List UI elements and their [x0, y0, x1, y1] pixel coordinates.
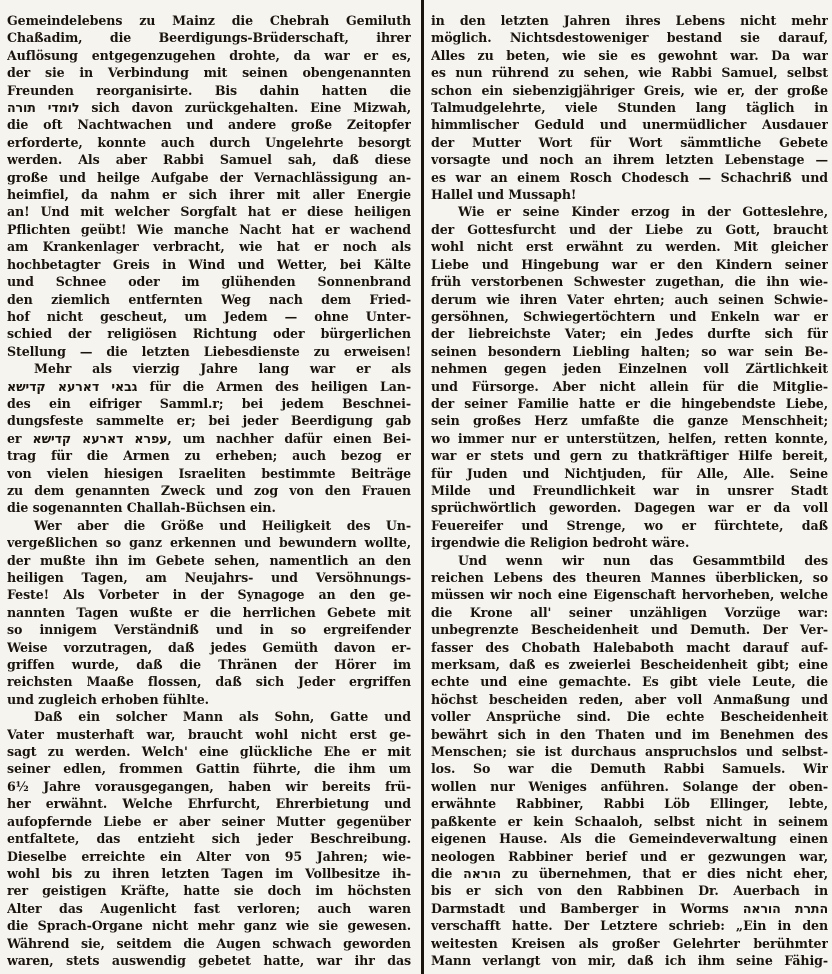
- text-line: seinen besondern Liebling halten; so war sein Be-: [431, 343, 828, 359]
- text-line: Darmstadt und Bamberger in Worms התרת הוראה: [431, 900, 828, 916]
- text-line: die הוראה zu übernehmen, that er dies nicht eher,: [431, 865, 828, 881]
- text-line: Wer aber die Größe und Heiligkeit des Un-: [34, 517, 411, 533]
- text-line: wollen nur Weniges anführen. Solange der oben-: [431, 778, 828, 794]
- text-line: der liebreichste Vater; ein Jedes durfte sich für: [431, 326, 828, 342]
- text-line: paßkente er kein Schaaloh, selbst nicht in seinem: [431, 813, 828, 829]
- text-line: es war an einem Rosch Chodesch — Schachriß und: [431, 169, 828, 185]
- text-line: heimfiel, da nahm er sich ihrer mit aller Energie: [7, 187, 411, 203]
- text-line: los. So war die Demuth Rabbi Samuels. Wir: [431, 761, 828, 777]
- text-line: Auflösung entgegenzugehen drohte, da war er es,: [7, 47, 411, 63]
- text-line: so innigem Verständniß und in so ergreifender: [7, 622, 411, 638]
- text-line: er עפרא דארעא קדישא, um nachher dafür einen Bei-: [7, 430, 411, 446]
- text-line: Feste! Als Vorbeter in der Synagoge an den ge-: [7, 587, 411, 603]
- text-line: Menschen; sie ist durchaus anspruchslos und selbst-: [431, 744, 828, 760]
- text-line: zu dem genannten Zweck und zog von den Frauen: [7, 482, 411, 498]
- text-line: früh verstorbenen Schwester zugethan, die ihn wie-: [431, 274, 828, 290]
- left-text-column: [7, 12, 411, 969]
- text-line: sprüchwörtlich geworden. Dagegen war er da voll: [431, 500, 828, 516]
- text-line: Wie er seine Kinder erzog in der Gotteslehre,: [458, 204, 828, 220]
- column-divider-rule: [421, 0, 424, 974]
- right-text-column: [431, 12, 828, 969]
- text-line: merksam, daß es zweierlei Bescheidenheit gibt; eine: [431, 657, 828, 673]
- text-line: Liebe und Hingebung war er den Kindern seiner: [431, 256, 828, 272]
- text-line: in den letzten Jahren ihres Lebens nicht mehr: [431, 13, 828, 28]
- text-line: war er stets und gern zu thatkräftiger Hilfe bereit,: [431, 448, 828, 464]
- text-line: die sogenannten Challah-Büchsen ein.: [7, 500, 276, 516]
- text-line: Alter das Augenlicht fast verloren; auch waren: [7, 900, 411, 916]
- text-line: Chaßadim, die Beerdigungs-Brüderschaft, ihrer: [7, 30, 411, 46]
- text-line: Freunden reorganisirte. Bis dahin hatten die: [7, 82, 411, 98]
- text-line: der sie in Verbindung mit seinen obengenannten: [7, 65, 411, 81]
- text-line: Pflichten geübt! Wie manche Nacht hat er wachend: [7, 221, 411, 237]
- text-line: die Sprach-Organe nicht mehr ganz wie sie gewesen.: [7, 918, 411, 934]
- text-line: Mann verlangt von mir, daß ich ihm seine Fähig-: [431, 952, 828, 968]
- text-line: reichen Lebens des theuren Mannes überblicken, so: [431, 570, 828, 585]
- text-line: waren, stets auswendig gebetet hatte, war ihr das: [7, 952, 411, 968]
- text-line: wohl nicht erst erwähnt zu werden. Mit gleicher: [431, 239, 828, 255]
- text-line: eigenen Hause. Als die Gemeindeverwaltung einen: [431, 831, 828, 847]
- text-line: es nun rührend zu sehen, wie Rabbi Samuel, selbst: [431, 65, 828, 81]
- text-line: der Gottesfurcht und der Liebe zu Gott, braucht: [431, 221, 828, 237]
- text-line: 6½ Jahre vorausgegangen, haben wir bereits frü-: [7, 778, 411, 794]
- text-line: גבאי דארעא קדישא für die Armen des heiligen Lan-: [7, 378, 411, 394]
- text-line: wohl bis zu ihren letzten Tagen im Vollbesitze ih-: [7, 865, 411, 881]
- text-line: seiner edlen, frommen Gattin führte, die ihm um: [7, 761, 411, 777]
- text-line: sagt zu werden. Welch' eine glückliche Ehe er mit: [7, 744, 411, 760]
- text-line: vergeßlichen so ganz erkennen und bewundern wollte,: [7, 535, 411, 551]
- text-line: und Schnee oder im glühenden Sonnenbrand: [7, 274, 411, 290]
- text-line: לומדי תורה sich davon zurückgehalten. Eine Mizwah,: [7, 100, 411, 116]
- text-line: und zugleich erhoben fühlte.: [7, 691, 209, 707]
- text-line: nehmen gegen jeden Einzelnen voll Zärtlichkeit: [431, 361, 828, 377]
- text-line: aufopfernde Liebe er aber seiner Mutter gegenüber: [7, 813, 411, 829]
- text-line: der Mutter Wort für Wort sämmtliche Gebete: [431, 134, 828, 150]
- text-line: Dieselbe erreichte ein Alter von 95 Jahren; wie-: [7, 848, 411, 864]
- text-line: möglich. Nichtsdestoweniger bestand sie darauf,: [431, 30, 828, 46]
- text-line: sein großes Herz umfaßte die ganze Menschheit;: [431, 413, 828, 429]
- text-line: der mußte ihn im Gebete sehen, namentlich an den: [7, 552, 411, 568]
- text-line: Daß ein solcher Mann als Sohn, Gatte und: [34, 709, 411, 725]
- text-line: her erwähnt. Welche Ehrfurcht, Ehrerbietung und: [7, 796, 411, 812]
- text-line: die oft Nachtwachen und andere große Zeitopfer: [7, 117, 411, 133]
- text-line: derum wie ihren Vater ehrten; auch seinen Schwie-: [431, 291, 828, 307]
- text-line: bewährt sich in den Thaten und im Benehmen des: [431, 726, 828, 742]
- text-line: verschafft hatte. Der Letztere schrieb: „Ein in den: [431, 918, 828, 934]
- text-line: voller Ansprüche sind. Die echte Bescheidenheit: [431, 709, 828, 725]
- text-line: fasser des Chobath Halebaboth macht darauf auf-: [431, 639, 828, 655]
- text-line: Hallel und Mussaph!: [431, 187, 577, 203]
- text-line: gersöhnen, Schwiegertöchtern und Enkeln war er: [431, 308, 828, 324]
- text-line: von vielen hiesigen Israeliten bestimmte Beiträge: [7, 465, 411, 481]
- text-line: nannten Tagen wußte er die herrlichen Gebete mit: [7, 604, 411, 620]
- text-line: erwähnte Rabbiner, Rabbi Löb Ellinger, lebte,: [431, 796, 828, 812]
- text-line: für Juden und Nichtjuden, für Alle, Alle. Seine: [431, 465, 828, 481]
- text-line: rer geistigen Kräfte, hatte sie doch im höchsten: [7, 883, 411, 899]
- text-line: dungsfeste sammelte er; bei jeder Beerdigung gab: [7, 413, 411, 429]
- text-line: die Krone all' seiner unzähligen Vorzüge war:: [431, 604, 828, 620]
- text-line: trag für die Armen zu erheben; auch bezog er: [7, 448, 411, 464]
- text-line: unbegrenzte Bescheidenheit und Demuth. Der Ver-: [431, 622, 828, 638]
- text-line: des ein eifriger Samml.r; bei jedem Beschnei-: [7, 395, 411, 411]
- text-line: Vater musterhaft war, braucht wohl nicht erst ge-: [7, 726, 411, 742]
- text-line: Talmudgelehrte, viele Stunden lang täglich in: [431, 100, 828, 116]
- text-line: entfaltete, das entzieht sich jeder Beschreibung.: [7, 831, 411, 847]
- text-line: wo immer nur er unterstützen, helfen, retten konnte,: [431, 430, 828, 446]
- text-line: Gemeindelebens zu Mainz die Chebrah Gemiluth: [7, 13, 411, 28]
- text-line: irgendwie die Religion bedroht wäre.: [431, 535, 690, 551]
- text-line: Stellung — die letzten Liebesdienste zu erweisen!: [7, 343, 411, 359]
- text-line: erforderte, konnte auch durch Ungelehrte besorgt: [7, 134, 411, 150]
- text-line: werden. Als aber Rabbi Samuel sah, daß diese: [7, 152, 411, 168]
- text-line: schied der religiösen Richtung oder bürgerlichen: [7, 326, 411, 342]
- text-line: echte und eine gemachte. Es gibt viele Leute, die: [431, 674, 828, 690]
- text-line: Weise vorzutragen, daß jedes Gemüth davon er-: [7, 639, 411, 655]
- text-line: Milde und Freundlichkeit war in unsrer Stadt: [431, 482, 828, 498]
- text-line: neologen Rabbiner berief und er gezwungen war,: [431, 848, 828, 864]
- text-line: Mehr als vierzig Jahre lang war er als: [34, 361, 411, 377]
- text-line: Während sie, seitdem die Augen schwach geworden: [7, 935, 411, 951]
- text-line: große und heilge Aufgabe der Vernachlässigung an-: [7, 169, 411, 185]
- text-line: vorsagte und noch an ihrem letzten Lebenstage —: [431, 152, 828, 168]
- text-line: müssen wir noch eine Eigenschaft hervorheben, welche: [431, 587, 828, 603]
- text-line: an! Und mit welcher Sorgfalt hat er diese heiligen: [7, 204, 411, 220]
- text-line: Feuereifer und Strenge, wo er fürchtete, daß: [431, 517, 828, 533]
- text-line: höchst bescheiden reden, aber voll Anmaßung und: [431, 691, 828, 707]
- text-line: am Krankenlager verbracht, wie hat er noch als: [7, 239, 411, 255]
- text-line: griffen wurde, daß die Thränen der Hörer im: [7, 657, 411, 673]
- text-line: reichsten Maaße flossen, daß sich Jeder ergriffen: [7, 674, 411, 690]
- text-line: schon ein siebenzigjähriger Greis, wie er, der große: [431, 82, 828, 98]
- text-line: bis er sich von den Rabbinen Dr. Auerbach in: [431, 883, 828, 899]
- text-line: himmlischer Geduld und unermüdlicher Ausdauer: [431, 117, 828, 133]
- text-line: hof nicht gescheut, um Jedem — ohne Unter-: [7, 308, 411, 324]
- text-line: hochbetagter Greis in Wind und Wetter, bei Kälte: [7, 256, 411, 272]
- text-line: Und wenn wir nun das Gesammtbild des: [458, 552, 828, 568]
- text-line: Alles zu beten, wie sie es gewohnt war. Da war: [431, 47, 828, 63]
- text-line: und Fürsorge. Aber nicht allein für die Mitglie-: [431, 378, 828, 394]
- text-line: der seiner Familie hatte er die hingebendste Liebe,: [431, 395, 828, 411]
- text-line: weitesten Kreisen als großer Gelehrter berühmter: [431, 935, 828, 951]
- text-line: den ziemlich entfernten Weg nach dem Fried-: [7, 291, 411, 307]
- text-line: heiligen Tagen, am Neujahrs- und Versöhnungs-: [7, 570, 411, 585]
